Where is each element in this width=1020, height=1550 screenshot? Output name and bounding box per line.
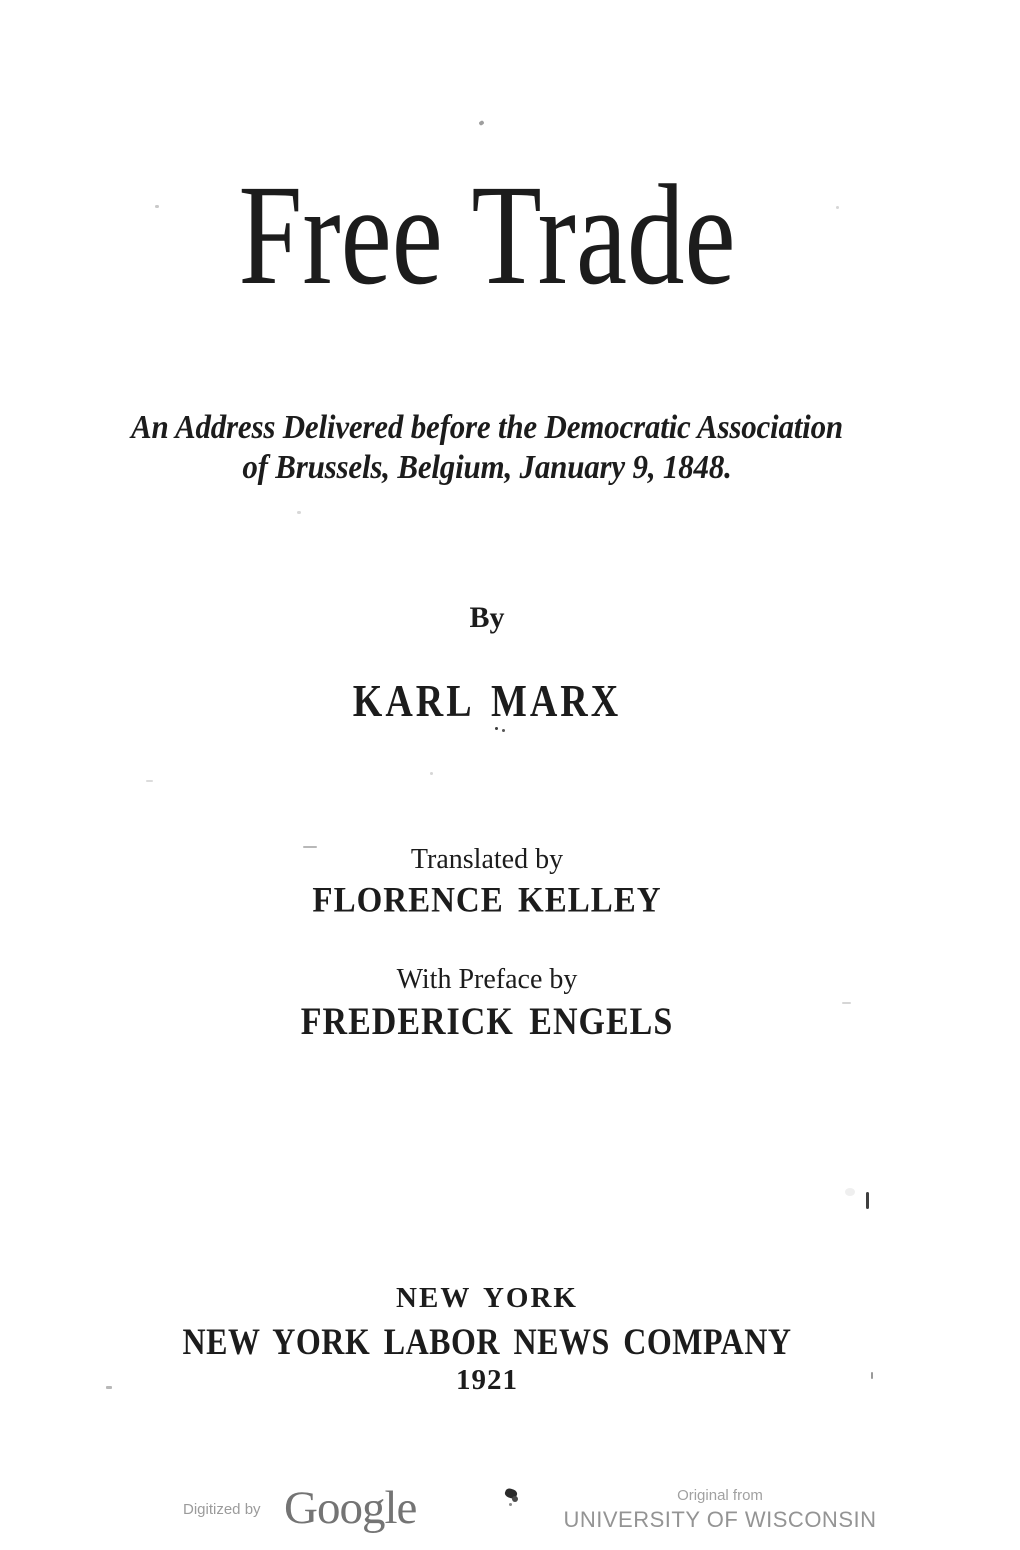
scan-smudge: [845, 1188, 855, 1196]
offset-dot: [502, 729, 505, 732]
offset-dot: [495, 727, 498, 730]
scan-dash: [842, 1002, 851, 1004]
scan-dash: [303, 846, 317, 848]
scan-speck: [430, 772, 433, 775]
author-name: KARL MARX: [352, 676, 622, 727]
google-logo: Google: [284, 1482, 417, 1534]
ink-blot: [512, 1496, 518, 1502]
scan-speck: [297, 511, 301, 514]
translated-by-label: Translated by: [410, 844, 564, 875]
imprint-city: NEW YORK: [396, 1282, 578, 1314]
preface-label: With Preface by: [396, 964, 578, 995]
scan-tick: [871, 1372, 873, 1379]
subtitle-line-2: of Brussels, Belgium, January 9, 1848.: [242, 447, 732, 486]
institution-name: UNIVERSITY OF WISCONSIN: [563, 1507, 877, 1532]
scan-mark-exclamation: [866, 1192, 869, 1209]
scan-speck: [478, 120, 484, 126]
scan-dash: [106, 1386, 112, 1389]
page-title: Free Trade: [238, 155, 736, 315]
digitized-by-label: Digitized by: [183, 1501, 261, 1518]
preface-author-name: FREDERICK ENGELS: [300, 1000, 674, 1044]
publisher-name: NEW YORK LABOR NEWS COMPANY: [182, 1320, 792, 1363]
scan-speck: [155, 205, 159, 208]
original-from-label: Original from: [677, 1487, 763, 1504]
by-label: By: [469, 601, 505, 634]
translator-name: FLORENCE KELLEY: [312, 880, 662, 921]
ink-blot: [509, 1503, 512, 1506]
scan-speck: [836, 206, 839, 209]
subtitle-line-1: An Address Delivered before the Democratic Association: [131, 407, 843, 446]
publication-year: 1921: [456, 1364, 518, 1396]
scan-speck: [146, 780, 153, 782]
